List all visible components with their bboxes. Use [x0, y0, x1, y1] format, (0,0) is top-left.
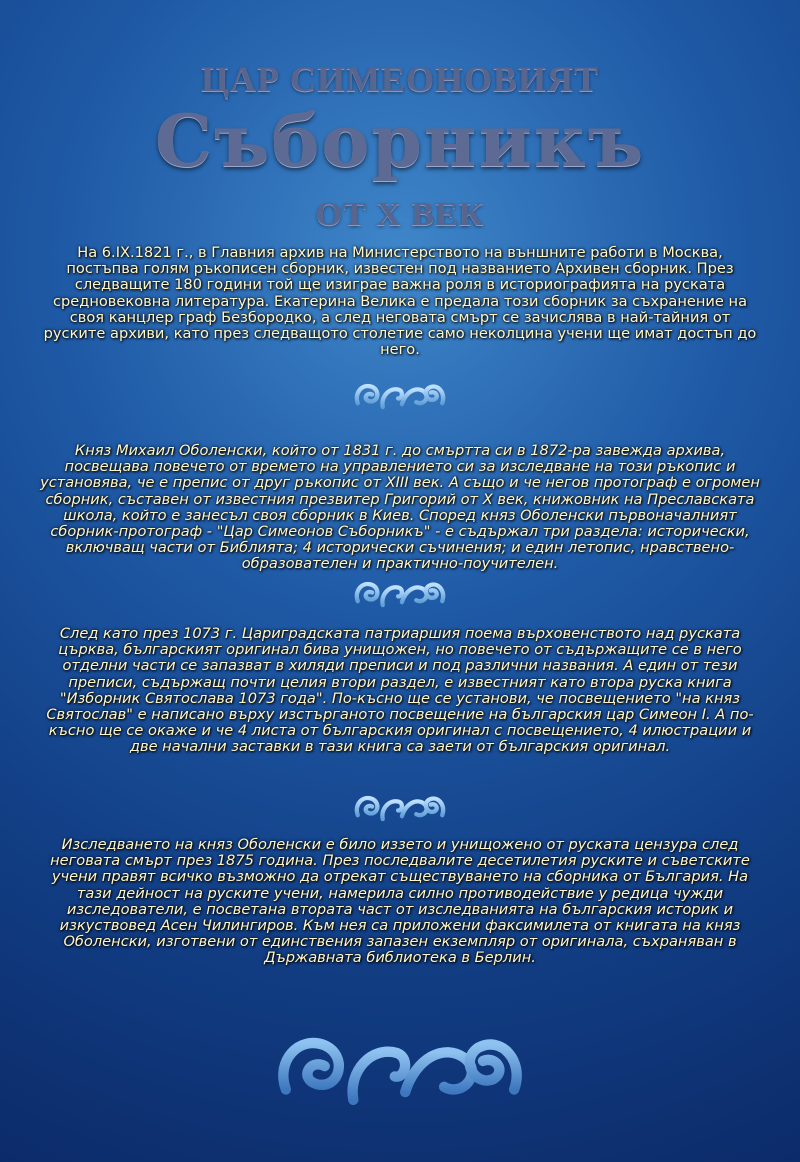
ornament-divider-2	[0, 576, 800, 612]
ornament-footer	[0, 1022, 800, 1118]
vine-scroll-icon	[270, 1022, 530, 1118]
paragraph-2: Княз Михаил Оболенски, който от 1831 г. до смъртта си в 1872-ра завежда архива, посвещава повечето от времето на управлението си за изследване на този ръкопис и установява, че е препис от друг ръкопис от XIII век. А също и че негов протограф е огромен сборник, съставен от известния презвитер Григорий от X век, книжовник на Преславската школа, който е занесъл своя сборник в Киев. Според княз Оболенски първоначалният сборник-протограф - "Цар Симеонов Съборникъ" - е съдържал три раздела: исторически, включващ части от Библията; 4 исторически съчинения; и един летопис, нравствено-образователен и практично-поучителен.	[40, 442, 760, 573]
title-line-3: ОТ X ВЕК	[315, 196, 485, 233]
ornament-divider-1	[0, 378, 800, 414]
paragraph-1: На 6.IX.1821 г., в Главния архив на Министерството на външните работи в Москва, постъпва голям ръкописен сборник, известен под названието Архивен сборник. През следващите 180 години той ще изиграе важна роля в историографията на руската средновековна литература. Екатерина Велика е предала този сборник за съхранение на своя канцлер граф Безбородко, а след неговата смърт се зачислява в най-тайния от руските архиви, като през следващото столетие само неколцина учени ще имат достъп до него.	[43, 244, 757, 359]
vine-scroll-icon	[352, 790, 448, 826]
paragraph-3: След като през 1073 г. Цариградската патриаршия поема върховенството над руската църква, българският оригинал бива унищожен, но повечето от съдържащите се в него отделни части се запазват в хиляди преписи и под различни названия. А един от тези преписи, съдържащ почти целия втори раздел, е известният като втора руска книга "Изборник Святослава 1073 года". По-късно ще се установи, че посвещението "на княз Святослав" е написано върху изстърганото посвещение на българския цар Симеон I. А по-късно ще се окаже и че 4 листа от българския оригинал с посвещението, 4 илюстрации и две начални заставки в тази книга са заети от българския оригинал.	[46, 625, 754, 756]
vine-scroll-icon	[352, 576, 448, 612]
paragraph-4: Изследването на княз Оболенски е било иззето и унищожено от руската цензура след неговата смърт през 1875 година. През последвалите десетилетия руските и съветските учени правят всичко възможно да отрекат съществуването на сборника от България. На тази дейност на руските учени, намерила силно противодействие у редица чужди изследователи, е посветана втората част от изследванията на българския историк и изкуствовед Асен Чилингиров. Към нея са приложени факсимилета от книгата на княз Оболенски, изготвени от единствения запазен екземпляр от оригинала, съхраняван в Държавната библиотека в Берлин.	[50, 836, 750, 967]
ornament-divider-3	[0, 790, 800, 826]
page-title: Съборникъ	[154, 98, 646, 183]
vine-scroll-icon	[352, 378, 448, 414]
title-line-1: ЦАР СИМЕОНОВИЯТ	[200, 59, 599, 99]
